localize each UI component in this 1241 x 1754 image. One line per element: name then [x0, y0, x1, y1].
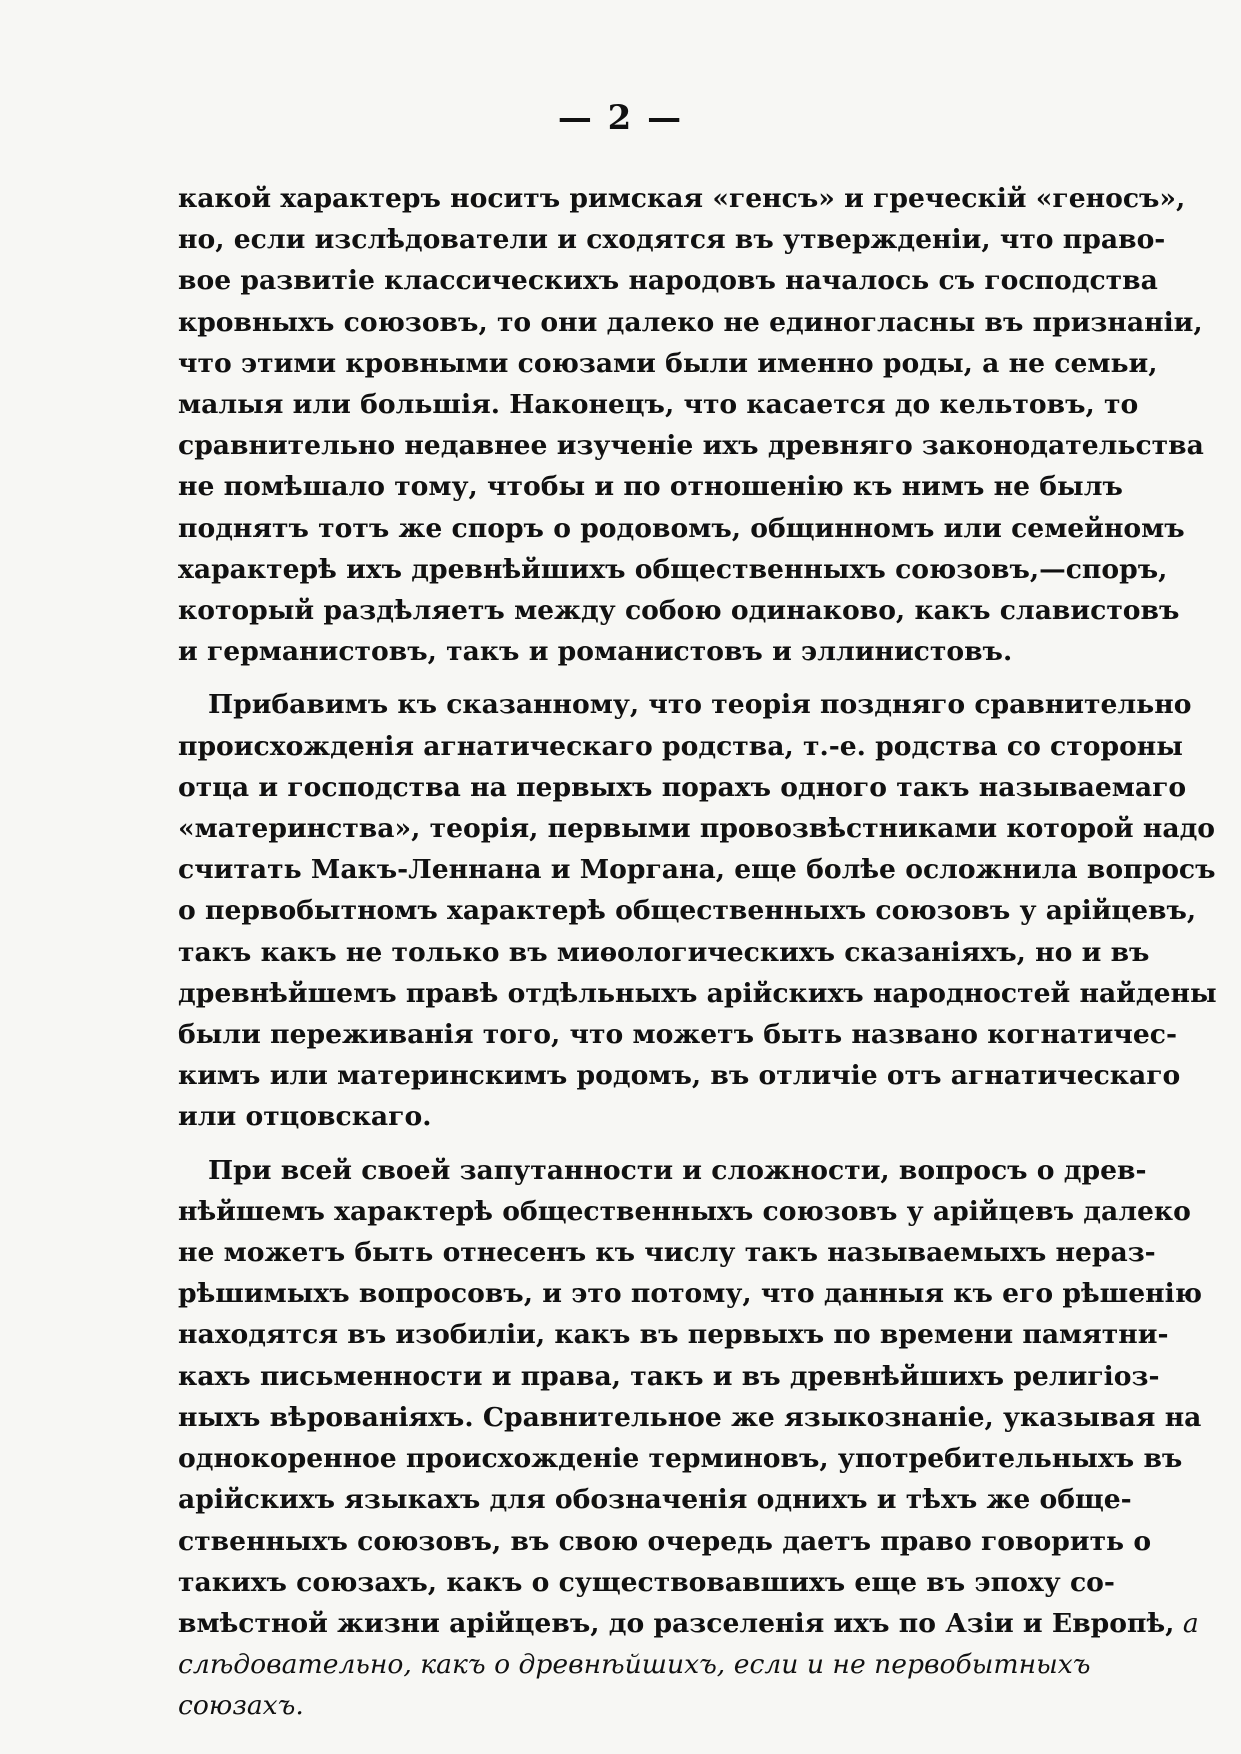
- page-number: — 2 —: [557, 98, 684, 138]
- paragraph-3: [178, 1150, 1203, 1727]
- text-line: о первобытномъ характерѣ общественныхъ союзовъ у арійцевъ,: [178, 895, 1197, 927]
- text-line: были переживанія того, что можетъ быть названо когнатичес-: [178, 1019, 1178, 1051]
- text-line-roman: вмѣстной жизни арійцевъ, до разселенія ихъ по Азіи и Европѣ,: [178, 1607, 1175, 1639]
- text-line: ственныхъ союзовъ, въ свою очередь даетъ право говорить о: [178, 1525, 1152, 1557]
- text-line: ныхъ вѣрованіяхъ. Сравнительное же языкознаніе, указывая на: [178, 1401, 1202, 1433]
- paragraph-1: [178, 178, 1204, 672]
- text-line: не можетъ быть отнесенъ къ числу такъ называемыхъ нераз-: [178, 1237, 1156, 1269]
- body-text: [178, 178, 1217, 1727]
- text-line: рѣшимыхъ вопросовъ, и это потому, что данныя къ его рѣшенію: [178, 1278, 1203, 1310]
- text-line: древнѣйшемъ правѣ отдѣльныхъ арійскихъ народностей найдены: [178, 977, 1217, 1009]
- text-line: кимъ или материнскимъ родомъ, въ отличіе отъ агнатическаго: [178, 1060, 1181, 1092]
- text-line: [178, 1603, 1199, 1644]
- text-line: или отцовскаго.: [178, 1101, 432, 1133]
- text-line: При всей своей запутанности и сложности, вопросъ о древ-: [208, 1154, 1147, 1186]
- text-line: кахъ письменности и права, такъ и въ древнѣйшихъ религіоз-: [178, 1360, 1160, 1392]
- text-line: поднятъ тотъ же споръ о родовомъ, общинномъ или семейномъ: [178, 512, 1185, 544]
- text-line: такъ какъ не только въ миѳологическихъ сказаніяхъ, но и въ: [178, 936, 1150, 968]
- text-line: который раздѣляетъ между собою одинаково, какъ славистовъ: [178, 595, 1180, 627]
- text-line: вое развитіе классическихъ народовъ началось съ господства: [178, 265, 1158, 297]
- text-line: считать Макъ-Леннана и Моргана, еще болѣе осложнила вопросъ: [178, 854, 1216, 886]
- text-line: не помѣшало тому, чтобы и по отношенію къ нимъ не былъ: [178, 471, 1123, 503]
- text-line: что этими кровными союзами были именно роды, а не семьи,: [178, 347, 1158, 379]
- text-line: происхожденія агнатическаго родства, т.-е. родства со стороны: [178, 730, 1183, 762]
- text-line: сравнительно недавнее изученіе ихъ древняго законодательства: [178, 430, 1204, 462]
- text-line: находятся въ изобиліи, какъ въ первыхъ по времени памятни-: [178, 1319, 1169, 1351]
- text-line: однокоренное происхожденіе терминовъ, употребительныхъ въ: [178, 1443, 1183, 1475]
- text-line: малыя или большія. Наконецъ, что касается до кельтовъ, то: [178, 389, 1139, 421]
- text-line-italic: слѣдовательно, какъ о древнѣйшихъ, если и не первобытныхъ: [178, 1649, 1091, 1681]
- text-line-italic-tail: а: [1174, 1607, 1199, 1639]
- paragraph-gap: [178, 1138, 1066, 1150]
- text-line: «материнства», теорія, первыми провозвѣстниками которой надо: [178, 813, 1216, 845]
- text-line: какой характеръ носитъ римская «генсъ» и греческій «геносъ»,: [178, 183, 1186, 214]
- text-line: но, если изслѣдователи и сходятся въ утвержденіи, что право-: [178, 224, 1166, 256]
- paragraph-gap: [178, 672, 1066, 684]
- text-line: характерѣ ихъ древнѣйшихъ общественныхъ союзовъ,—споръ,: [178, 553, 1168, 585]
- text-line: и германистовъ, такъ и романистовъ и эллинистовъ.: [178, 636, 1013, 668]
- text-line: Прибавимъ къ сказанному, что теорія поздняго сравнительно: [208, 689, 1192, 721]
- text-line: арійскихъ языкахъ для обозначенія однихъ и тѣхъ же обще-: [178, 1484, 1132, 1516]
- text-line: кровныхъ союзовъ, то они далеко не единогласны въ признаніи,: [178, 306, 1203, 338]
- text-line: такихъ союзахъ, какъ о существовавшихъ еще въ эпоху со-: [178, 1566, 1115, 1598]
- text-line-italic: союзахъ.: [178, 1690, 304, 1722]
- text-line: отца и господства на первыхъ порахъ одного такъ называемаго: [178, 771, 1187, 803]
- paragraph-2: [178, 684, 1217, 1137]
- text-line: нѣйшемъ характерѣ общественныхъ союзовъ у арійцевъ далеко: [178, 1195, 1191, 1227]
